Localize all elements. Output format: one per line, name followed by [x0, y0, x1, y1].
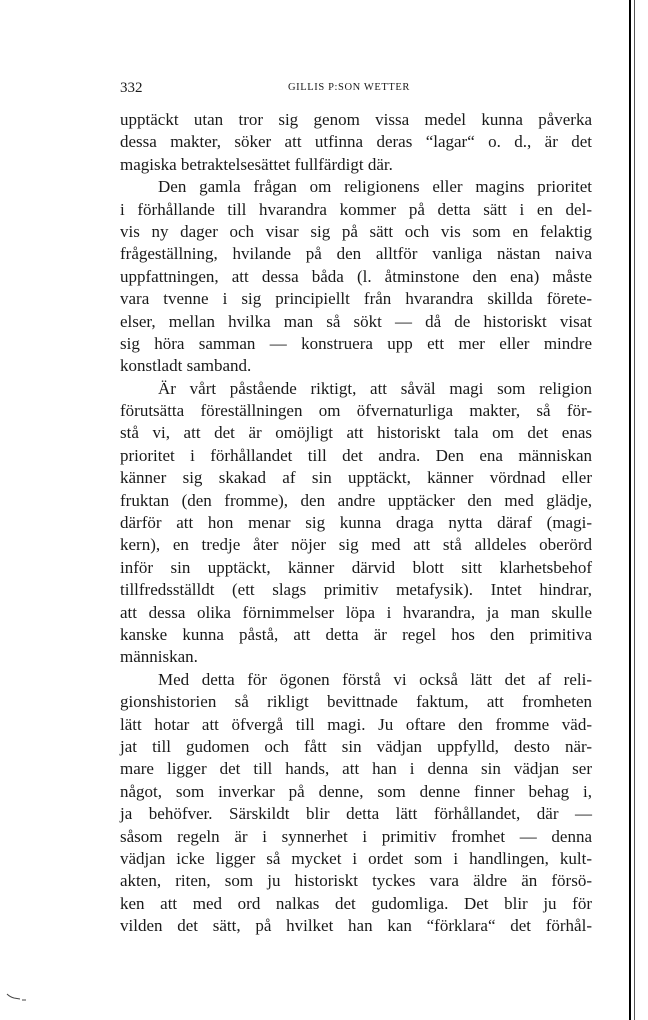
- running-title: GILLIS P:SON WETTER: [288, 82, 411, 93]
- text-line: något, som inverkar på denne, som denne finner behag i,: [120, 781, 592, 801]
- scan-artifact: [6, 988, 34, 1002]
- text-line: mare ligger det till hands, att han i denna sin vädjan ser: [120, 759, 592, 779]
- text-line: vara tvenne i sig principiellt från hvarandra skillda förete-: [120, 289, 592, 309]
- page-number: 332: [120, 80, 143, 96]
- text-line: upptäckt utan tror sig genom vissa medel kunna påverka: [120, 110, 592, 129]
- text-line: kern), en tredje åter nöjer sig med att stå alldeles oberörd: [120, 535, 592, 555]
- text-line: dessa makter, söker att utfinna deras “lagar“ o. d., är det: [120, 132, 592, 152]
- text-line: fruktan (den fromme), den andre upptäcker den med glädje,: [120, 490, 592, 510]
- text-line: Är vårt påstående riktigt, att såväl magi som religion: [158, 378, 592, 398]
- text-line: Med detta för ögonen förstå vi också lätt det af reli-: [158, 669, 592, 689]
- text-line: att dessa olika förnimmelser löpa i hvarandra, ja man skulle: [120, 602, 592, 622]
- page-edge-line-inner: [634, 0, 635, 1020]
- text-line: vädjan icke ligger så mycket i ordet som i handlingen, kult-: [120, 848, 592, 868]
- page-header: [120, 80, 592, 100]
- text-line: sig höra samman — konstruera upp ett mer eller mindre: [120, 333, 592, 353]
- text-line: människan.: [120, 647, 198, 667]
- page-edge-line: [629, 0, 631, 1020]
- text-line: känner sig skakad af sin upptäckt, känner vördnad eller: [120, 468, 592, 488]
- body-text: [120, 109, 592, 937]
- text-line: tillfredsställdt (ett slags primitiv metafysik). Intet hindrar,: [120, 580, 592, 600]
- text-line: gionshistorien så rikligt bevittnade faktum, att fromheten: [120, 692, 592, 712]
- text-line: kanske kunna påstå, att detta är regel hos den primitiva: [120, 624, 592, 644]
- text-line: vilden det sätt, på hvilket han kan “förklara“ det förhål-: [120, 916, 592, 936]
- text-line: jat till gudomen och fått sin vädjan uppfylld, desto när-: [120, 736, 592, 756]
- text-line: Den gamla frågan om religionens eller magins prioritet: [158, 177, 592, 197]
- text-line: ja behöfver. Särskildt blir detta lätt förhållandet, där —: [120, 804, 592, 824]
- text-line: frågeställning, hvilande på den alltför vanliga nästan naiva: [120, 244, 592, 264]
- text-line: vis ny dager och visar sig på sätt och vis som en felaktig: [120, 221, 592, 241]
- text-line: i förhållande till hvarandra kommer på detta sätt i en del-: [120, 199, 592, 219]
- text-line: magiska betraktelsesättet fullfärdigt där.: [120, 154, 393, 174]
- text-line: förutsätta föreställningen om öfvernaturliga makter, så för-: [120, 401, 592, 421]
- text-line: stå vi, att det är omöjligt att historiskt tala om det enas: [120, 423, 592, 443]
- text-line: såsom regeln är i synnerhet i primitiv fromhet — denna: [120, 826, 592, 846]
- text-line: ken att med ord nalkas det gudomliga. Det blir ju för: [120, 893, 592, 913]
- text-line: uppfattningen, att dessa båda (l. åtminstone den ena) måste: [120, 266, 592, 286]
- text-line: prioritet i förhållandet till det andra. Den ena människan: [120, 445, 592, 465]
- text-line: konstladt samband.: [120, 356, 252, 376]
- text-line: lätt hotar att öfvergå till magi. Ju oftare den fromme väd-: [120, 714, 592, 734]
- text-line: elser, mellan hvilka man så sökt — då de historiskt visat: [120, 311, 592, 331]
- text-line: inför sin upptäckt, känner därvid blott sitt klarhetsbehof: [120, 557, 592, 577]
- text-line: akten, riten, som ju historiskt tyckes vara äldre än försö-: [120, 871, 592, 891]
- text-line: därför att hon menar sig kunna draga nytta däraf (magi-: [120, 513, 592, 533]
